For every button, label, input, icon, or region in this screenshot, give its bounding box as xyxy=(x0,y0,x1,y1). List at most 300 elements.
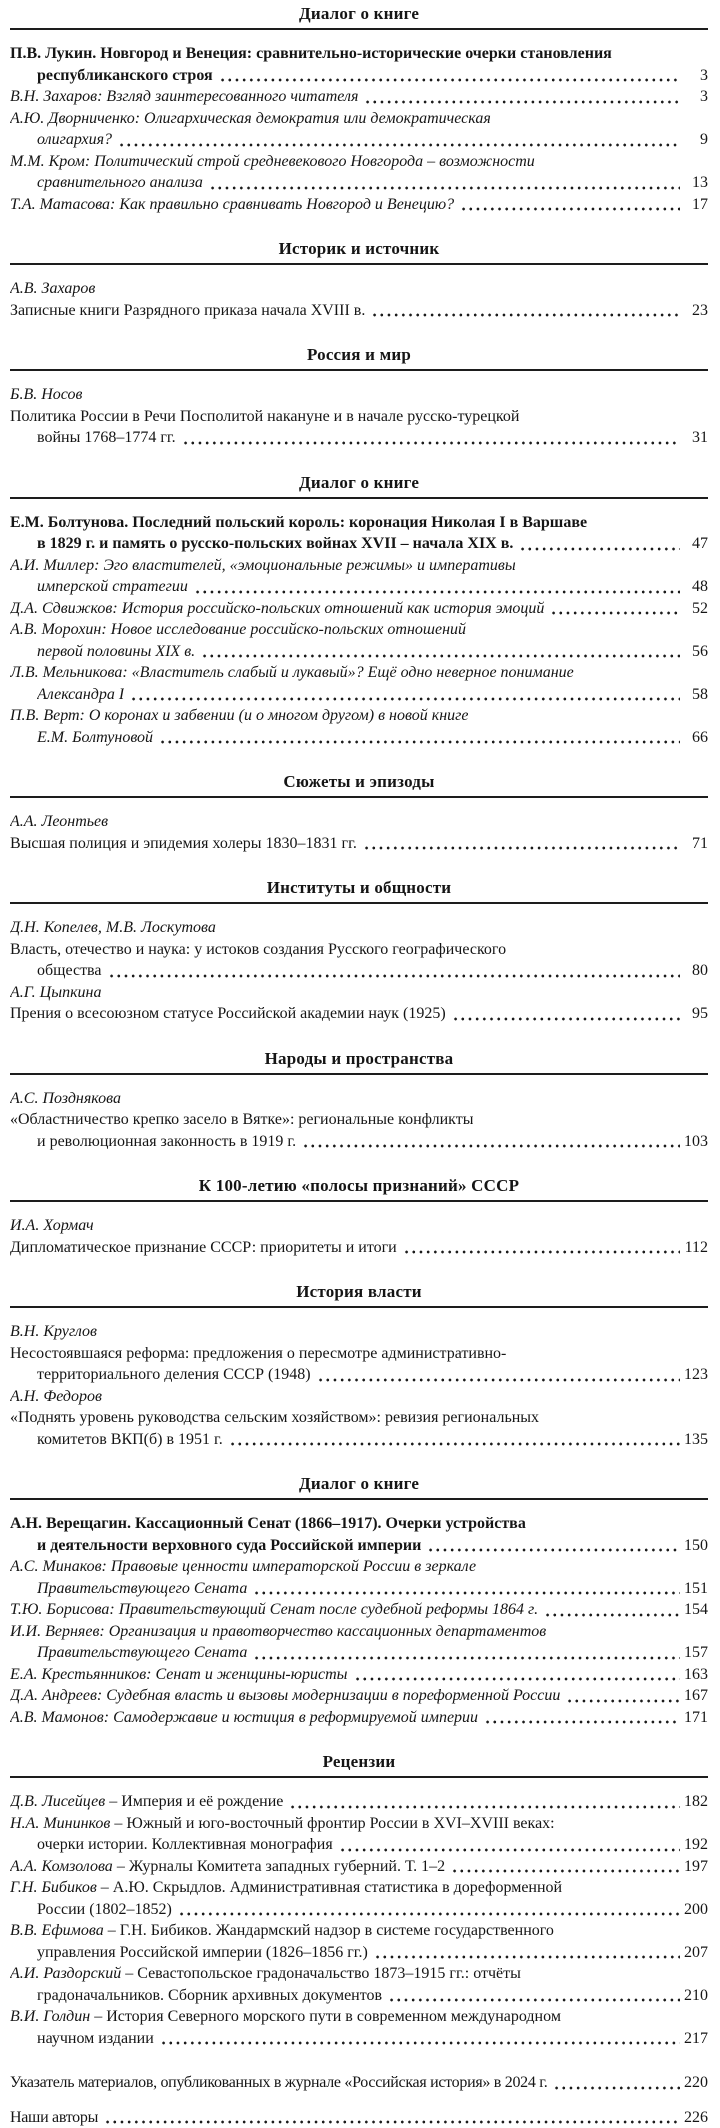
toc-entry-text xyxy=(37,1899,172,1921)
entry-title: и революционная законность в 1919 г. xyxy=(37,1133,296,1150)
page-number: 157 xyxy=(682,1642,708,1664)
dot-leader xyxy=(364,86,680,108)
toc-section xyxy=(10,3,708,215)
author-name: А.Ю. Дворниченко: Олигархическая демократия или демократическая xyxy=(10,110,491,127)
dot-leader xyxy=(354,1664,681,1686)
entry-title: Политика России в Речи Посполитой накануне и в начале русско-турецкой xyxy=(10,408,519,425)
toc-entry-text xyxy=(10,194,454,216)
author-name: Александра I xyxy=(37,686,124,703)
toc-line xyxy=(10,705,708,727)
page-number: 23 xyxy=(682,300,708,322)
section-header: К 100-летию «полосы признаний» СССР xyxy=(10,1175,708,1197)
page-number: 182 xyxy=(682,1791,708,1813)
dot-leader xyxy=(544,1599,680,1621)
author-name: А.В. Захаров xyxy=(10,280,95,297)
toc-line xyxy=(10,1642,708,1664)
dot-leader xyxy=(108,960,681,982)
toc-line xyxy=(10,65,708,87)
toc-section xyxy=(10,771,708,854)
dot-leader xyxy=(130,684,680,706)
toc-line xyxy=(10,641,708,663)
section-rule xyxy=(10,902,708,904)
entry-title: Дипломатическое признание СССР: приоритеты и итоги xyxy=(10,1239,397,1256)
toc-entry-text xyxy=(37,427,176,449)
page-number: 167 xyxy=(682,1685,708,1707)
toc-entry-text xyxy=(10,1386,102,1408)
entry-title: – Журналы Комитета западных губерний. Т. 1–2 xyxy=(113,1858,445,1875)
section-header: Диалог о книге xyxy=(10,472,708,494)
toc-entry-text xyxy=(37,129,112,151)
section-header: Россия и мир xyxy=(10,344,708,366)
entry-title: – Империя и её рождение xyxy=(105,1793,283,1810)
toc-section xyxy=(10,344,708,449)
toc-entry-text xyxy=(10,86,358,108)
section-rule xyxy=(10,1776,708,1778)
toc-entry-text xyxy=(10,1088,121,1110)
toc-line xyxy=(10,833,708,855)
page-number: 52 xyxy=(682,598,708,620)
toc-entry-text xyxy=(37,1834,333,1856)
toc-entry-text xyxy=(10,1877,562,1899)
entry-title: Несостоявшаяся реформа: предложения о пересмотре административно- xyxy=(10,1345,506,1362)
author-name: А.А. Комзолова xyxy=(10,1858,113,1875)
page-number: 3 xyxy=(682,65,708,87)
toc-line xyxy=(10,2107,708,2128)
toc-entry-text xyxy=(10,1813,555,1835)
toc-entry-text xyxy=(37,533,513,555)
page-number: 220 xyxy=(682,2072,708,2094)
author-name: Л.В. Мельникова: «Властитель слабый и лукавый»? Ещё одно неверное понимание xyxy=(10,664,574,681)
toc-entry-text xyxy=(10,1707,478,1729)
dot-leader xyxy=(363,833,680,855)
author-name: П.В. Верт: О коронах и забвении (и о многом другом) в новой книге xyxy=(10,707,468,724)
page-number: 217 xyxy=(682,2028,708,2050)
entry-title: – А.Ю. Скрыдлов. Административная статистика в дореформенной xyxy=(97,1879,562,1896)
toc-line xyxy=(10,1578,708,1600)
dot-leader xyxy=(427,1535,680,1557)
dot-leader xyxy=(371,300,680,322)
page-number: 210 xyxy=(682,1985,708,2007)
dot-leader xyxy=(118,129,680,151)
author-name: Правительствующего Сената xyxy=(37,1580,247,1597)
toc-line xyxy=(10,194,708,216)
toc-entry-text xyxy=(10,939,506,961)
author-name: Б.В. Носов xyxy=(10,386,82,403)
dot-leader xyxy=(317,1364,680,1386)
toc-line xyxy=(10,1364,708,1386)
dot-leader xyxy=(550,598,680,620)
toc-line xyxy=(10,1899,708,1921)
author-name: А.В. Мамонов: Самодержавие и юстиция в реформируемой империи xyxy=(10,1709,478,1726)
toc-line xyxy=(10,1343,708,1365)
entry-title: общества xyxy=(37,962,102,979)
author-name: Т.А. Матасова: Как правильно сравнивать Новгород и Венецию? xyxy=(10,196,454,213)
page-number: 47 xyxy=(682,533,708,555)
toc-entry-text xyxy=(10,833,357,855)
author-name: Д.В. Лисейцев xyxy=(10,1793,105,1810)
toc-line xyxy=(10,598,708,620)
toc-line xyxy=(10,1535,708,1557)
toc-entry-text xyxy=(10,43,612,65)
dot-leader xyxy=(388,1985,680,2007)
toc-line xyxy=(10,512,708,534)
toc-line xyxy=(10,1088,708,1110)
page-number: 56 xyxy=(682,641,708,663)
toc-line xyxy=(10,811,708,833)
author-name: Т.Ю. Борисова: Правительствующий Сенат после судебной реформы 1864 г. xyxy=(10,1601,538,1618)
toc-entry-text xyxy=(10,406,519,428)
toc-line xyxy=(10,1791,708,1813)
toc-entry-text xyxy=(10,1321,97,1343)
entry-title: войны 1768–1774 гг. xyxy=(37,429,176,446)
toc-line xyxy=(10,1707,708,1729)
page-number: 123 xyxy=(682,1364,708,1386)
dot-leader xyxy=(253,1642,680,1664)
toc-entry-text xyxy=(37,1985,382,2007)
toc-entry-text xyxy=(37,1642,247,1664)
author-name: Правительствующего Сената xyxy=(37,1644,247,1661)
toc-entry-text xyxy=(10,555,516,577)
page-number: 150 xyxy=(682,1535,708,1557)
toc-line xyxy=(10,1003,708,1025)
toc-section xyxy=(10,238,708,321)
toc-entry-text xyxy=(10,1963,521,1985)
dot-leader xyxy=(451,1856,680,1878)
toc-entry-text xyxy=(37,1429,223,1451)
author-name: И.И. Верняев: Организация и правотворчество кассационных департаментов xyxy=(10,1623,546,1640)
entry-title: в 1829 г. и память о русско-польских войнах XVII – начала XIX в. xyxy=(37,535,513,552)
section-header: Диалог о книге xyxy=(10,1473,708,1495)
section-header: Историк и источник xyxy=(10,238,708,260)
entry-title: Указатель материалов, опубликованных в журнале «Российская история» в 2024 г. xyxy=(10,2074,547,2091)
author-name: олигархия? xyxy=(37,131,112,148)
dot-leader xyxy=(209,172,680,194)
dot-leader xyxy=(182,427,680,449)
page-number: 58 xyxy=(682,684,708,706)
toc-line xyxy=(10,1834,708,1856)
toc-entry-text xyxy=(10,278,95,300)
toc-line xyxy=(10,1237,708,1259)
toc-entry-text xyxy=(10,1109,473,1131)
author-name: И.А. Хормач xyxy=(10,1217,94,1234)
toc-line xyxy=(10,1685,708,1707)
author-name: сравнительного анализа xyxy=(37,174,203,191)
toc-line xyxy=(10,1985,708,2007)
author-name: Д.А. Андреев: Судебная власть и вызовы модернизации в пореформенной России xyxy=(10,1687,560,1704)
dot-leader xyxy=(374,1942,680,1964)
section-header: Рецензии xyxy=(10,1751,708,1773)
section-rule xyxy=(10,28,708,30)
entry-title: «Областничество крепко засело в Вятке»: региональные конфликты xyxy=(10,1111,473,1128)
author-name: Д.А. Сдвижков: История российско-польских отношений как история эмоций xyxy=(10,600,544,617)
author-name: А.Н. Федоров xyxy=(10,1388,102,1405)
dot-leader xyxy=(229,1429,680,1451)
page-number: 154 xyxy=(682,1599,708,1621)
dot-leader xyxy=(253,1578,680,1600)
toc-line xyxy=(10,982,708,1004)
author-name: А.И. Миллер: Эго властителей, «эмоциональные режимы» и императивы xyxy=(10,557,516,574)
page-number: 197 xyxy=(682,1856,708,1878)
author-name: первой половины XIX в. xyxy=(37,643,195,660)
toc-entry-text xyxy=(10,1685,560,1707)
toc-line xyxy=(10,1942,708,1964)
toc-entry-text xyxy=(37,1942,368,1964)
author-name: Е.А. Крестьянников: Сенат и женщины-юристы xyxy=(10,1666,348,1683)
section-rule xyxy=(10,497,708,499)
toc-entry-text xyxy=(10,2006,561,2028)
page-number: 200 xyxy=(682,1899,708,1921)
toc-entry-text xyxy=(10,1556,476,1578)
author-name: А.С. Позднякова xyxy=(10,1090,121,1107)
toc-entry-text xyxy=(10,1856,445,1878)
toc-line xyxy=(10,1321,708,1343)
toc-line xyxy=(10,1599,708,1621)
dot-leader xyxy=(403,1237,680,1259)
toc-line xyxy=(10,2072,708,2094)
toc-entry-text xyxy=(10,1621,546,1643)
toc-entry-text xyxy=(10,598,544,620)
toc-entry-text xyxy=(37,641,195,663)
entry-title: Высшая полиция и эпидемия холеры 1830–1831 гг. xyxy=(10,835,357,852)
author-name: Г.Н. Бибиков xyxy=(10,1879,97,1896)
toc-line xyxy=(10,1664,708,1686)
dot-leader xyxy=(219,65,680,87)
entry-title: П.В. Лукин. Новгород и Венеция: сравнительно-исторические очерки становления xyxy=(10,45,612,62)
author-name: Е.М. Болтуновой xyxy=(37,729,153,746)
entry-title: Е.М. Болтунова. Последний польский король: коронация Николая I в Варшаве xyxy=(10,514,587,531)
entry-title: «Поднять уровень руководства сельским хозяйством»: ревизия региональных xyxy=(10,1409,539,1426)
entry-title: и деятельности верховного суда Российской империи xyxy=(37,1537,421,1554)
toc-entry-text xyxy=(10,705,468,727)
toc-entry-text xyxy=(10,982,101,1004)
toc-line xyxy=(10,278,708,300)
author-name: В.В. Ефимова xyxy=(10,1922,104,1939)
toc-entry-text xyxy=(10,811,108,833)
toc-line xyxy=(10,1813,708,1835)
entry-title: очерки истории. Коллективная монография xyxy=(37,1836,333,1853)
toc-entry-text xyxy=(10,1513,526,1535)
toc-line xyxy=(10,1386,708,1408)
entry-title: территориального деления СССР (1948) xyxy=(37,1366,311,1383)
toc-entry-text xyxy=(37,684,124,706)
entry-title: А.Н. Верещагин. Кассационный Сенат (1866–1917). Очерки устройства xyxy=(10,1515,526,1532)
toc-entry-text xyxy=(10,1599,538,1621)
author-name: Д.Н. Копелев, М.В. Лоскутова xyxy=(10,919,216,936)
toc-line xyxy=(10,1556,708,1578)
entry-title: Власть, отечество и наука: у истоков создания Русского географического xyxy=(10,941,506,958)
page-number: 207 xyxy=(682,1942,708,1964)
toc-entry-text xyxy=(10,619,466,641)
toc-line xyxy=(10,86,708,108)
section-rule xyxy=(10,263,708,265)
entry-title: России (1802–1852) xyxy=(37,1901,172,1918)
page-number: 13 xyxy=(682,172,708,194)
toc-line xyxy=(10,43,708,65)
toc-entry-text xyxy=(10,2072,547,2094)
section-header: Народы и пространства xyxy=(10,1048,708,1070)
entry-title: Записные книги Разрядного приказа начала XVIII в. xyxy=(10,302,365,319)
toc-line xyxy=(10,427,708,449)
page-number: 151 xyxy=(682,1578,708,1600)
page-number: 17 xyxy=(682,194,708,216)
toc-line xyxy=(10,576,708,598)
toc-line xyxy=(10,619,708,641)
toc-entry-text xyxy=(37,576,188,598)
page-number: 171 xyxy=(682,1707,708,1729)
toc-entry-text xyxy=(37,960,102,982)
section-rule xyxy=(10,1200,708,1202)
section-header: Институты и общности xyxy=(10,877,708,899)
toc-entry-text xyxy=(10,1407,539,1429)
dot-leader xyxy=(289,1791,680,1813)
dot-leader xyxy=(339,1834,680,1856)
page-number: 71 xyxy=(682,833,708,855)
toc-line xyxy=(10,1963,708,1985)
entry-title: – Севастопольское градоначальство 1873–1915 гг.: отчёты xyxy=(121,1965,521,1982)
toc-section xyxy=(10,877,708,1025)
toc-line xyxy=(10,960,708,982)
entry-title: градоначальников. Сборник архивных документов xyxy=(37,1987,382,2004)
entry-title: – Южный и юго-восточный фронтир России в XVI–XVIII веках: xyxy=(110,1815,554,1832)
toc-entry-text xyxy=(10,1664,348,1686)
section-rule xyxy=(10,1073,708,1075)
dot-leader xyxy=(484,1707,680,1729)
author-name: А.С. Минаков: Правовые ценности императорской России в зеркале xyxy=(10,1558,476,1575)
author-name: А.А. Леонтьев xyxy=(10,813,108,830)
toc-line xyxy=(10,2006,708,2028)
author-name: А.И. Раздорский xyxy=(10,1965,121,1982)
page-number: 3 xyxy=(682,86,708,108)
toc-entry-text xyxy=(10,384,82,406)
toc-section xyxy=(10,1048,708,1153)
toc-line xyxy=(10,108,708,130)
entry-title: республиканского строя xyxy=(37,67,213,84)
section-header: Сюжеты и эпизоды xyxy=(10,771,708,793)
dot-leader xyxy=(566,1685,680,1707)
section-header: История власти xyxy=(10,1281,708,1303)
page-number: 48 xyxy=(682,576,708,598)
toc-entry-text xyxy=(37,1535,421,1557)
page-number: 66 xyxy=(682,727,708,749)
toc-entry-text xyxy=(10,512,587,534)
toc-section xyxy=(10,1281,708,1450)
toc-line xyxy=(10,2028,708,2050)
toc-line xyxy=(10,533,708,555)
toc-line xyxy=(10,1429,708,1451)
entry-title: управления Российской империи (1826–1856 гг.) xyxy=(37,1944,368,1961)
dot-leader xyxy=(178,1899,680,1921)
toc-entry-text xyxy=(37,172,203,194)
toc-line xyxy=(10,662,708,684)
dot-leader xyxy=(519,533,680,555)
toc-entry-text xyxy=(10,1920,554,1942)
toc-entry-text xyxy=(37,1578,247,1600)
toc-entry-text xyxy=(37,1364,311,1386)
dot-leader xyxy=(302,1131,680,1153)
section-rule xyxy=(10,1498,708,1500)
toc-section xyxy=(10,1473,708,1728)
toc-line xyxy=(10,151,708,173)
author-name: имперской стратегии xyxy=(37,578,188,595)
toc-line xyxy=(10,1215,708,1237)
toc-line xyxy=(10,1877,708,1899)
toc-line xyxy=(10,1856,708,1878)
dot-leader xyxy=(452,1003,680,1025)
toc-line xyxy=(10,727,708,749)
toc-entry-text xyxy=(10,917,216,939)
page-number: 9 xyxy=(682,129,708,151)
section-rule xyxy=(10,369,708,371)
toc-entry-text xyxy=(10,300,365,322)
page-number: 31 xyxy=(682,427,708,449)
toc-line xyxy=(10,1920,708,1942)
dot-leader xyxy=(460,194,680,216)
toc-root xyxy=(10,3,708,2128)
entry-title: научном издании xyxy=(37,2030,154,2047)
author-name: В.И. Голдин xyxy=(10,2008,90,2025)
entry-title: – История Северного морского пути в современном международном xyxy=(90,2008,561,2025)
section-header: Диалог о книге xyxy=(10,3,708,25)
author-name: М.М. Кром: Политический строй средневекового Новгорода – возможности xyxy=(10,153,535,170)
toc-line xyxy=(10,172,708,194)
page-number: 80 xyxy=(682,960,708,982)
author-name: Н.А. Мининков xyxy=(10,1815,110,1832)
page-number: 103 xyxy=(682,1131,708,1153)
page-number: 112 xyxy=(682,1237,708,1259)
author-name: А.В. Морохин: Новое исследование российско-польских отношений xyxy=(10,621,466,638)
page-number: 163 xyxy=(682,1664,708,1686)
toc-line xyxy=(10,406,708,428)
toc-entry-text xyxy=(10,1215,94,1237)
entry-title: Наши авторы xyxy=(10,2109,98,2126)
toc-line xyxy=(10,129,708,151)
toc-line xyxy=(10,1407,708,1429)
dot-leader xyxy=(201,641,680,663)
page-number: 95 xyxy=(682,1003,708,1025)
toc-line xyxy=(10,1109,708,1131)
toc-section xyxy=(10,1751,708,2049)
toc-section xyxy=(10,2072,708,2128)
toc-entry-text xyxy=(10,1237,397,1259)
toc-line xyxy=(10,384,708,406)
dot-leader xyxy=(104,2107,680,2128)
toc-line xyxy=(10,917,708,939)
dot-leader xyxy=(159,727,680,749)
page-number: 226 xyxy=(682,2107,708,2128)
toc-entry-text xyxy=(10,2107,98,2128)
entry-title: Прения о всесоюзном статусе Российской академии наук (1925) xyxy=(10,1005,446,1022)
toc-line xyxy=(10,555,708,577)
toc-entry-text xyxy=(37,65,213,87)
toc-entry-text xyxy=(10,1003,446,1025)
author-name: В.Н. Захаров: Взгляд заинтересованного читателя xyxy=(10,88,358,105)
entry-title: комитетов ВКП(б) в 1951 г. xyxy=(37,1431,223,1448)
toc-entry-text xyxy=(37,1131,296,1153)
toc-section xyxy=(10,1175,708,1258)
toc-entry-text xyxy=(10,108,491,130)
toc-line xyxy=(10,1131,708,1153)
toc-entry-text xyxy=(10,662,574,684)
toc-line xyxy=(10,684,708,706)
dot-leader xyxy=(160,2028,680,2050)
toc-line xyxy=(10,939,708,961)
toc-entry-text xyxy=(37,727,153,749)
entry-title: – Г.Н. Бибиков. Жандармский надзор в системе государственного xyxy=(104,1922,554,1939)
page-number: 192 xyxy=(682,1834,708,1856)
toc-line xyxy=(10,1513,708,1535)
toc-line xyxy=(10,300,708,322)
toc-entry-text xyxy=(10,1791,283,1813)
